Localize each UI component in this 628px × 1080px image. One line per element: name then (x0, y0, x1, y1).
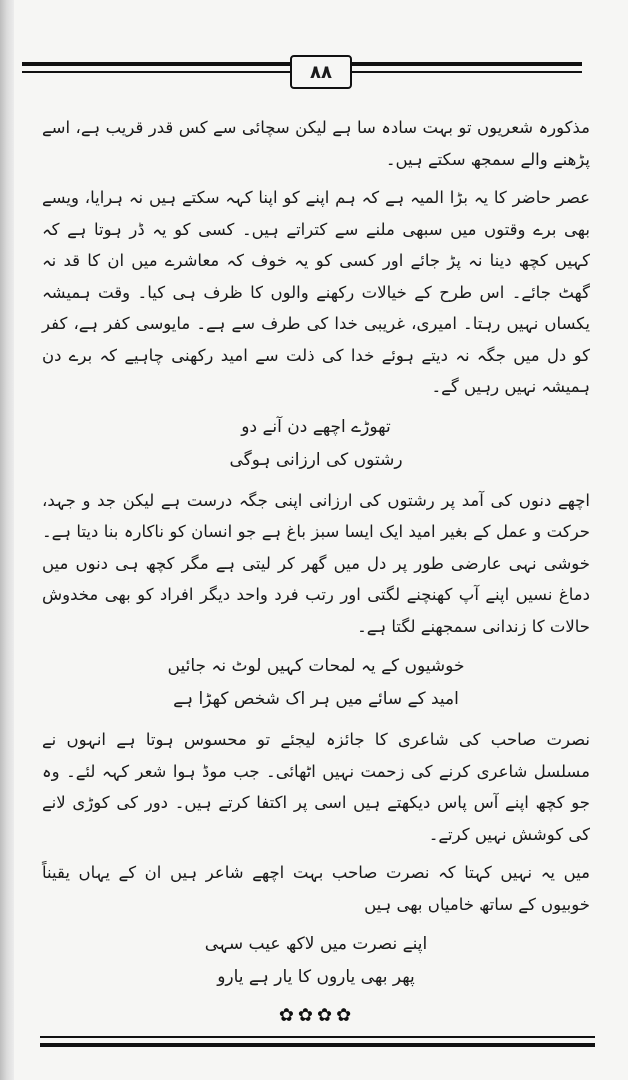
book-binding-shadow (0, 0, 14, 1080)
verse-line: خوشیوں کے یہ لمحات کہیں لوٹ نہ جائیں (167, 656, 465, 676)
paragraph: مذکورہ شعریوں تو بہت سادہ سا ہے لیکن سچائی سے کس قدر قریب ہے، اسے پڑھنے والے سمجھ سکتے ہیں۔ (42, 118, 590, 169)
footer-rule-top (40, 1036, 595, 1038)
verse-line: پھر بھی یاروں کا یار ہے یارو (217, 967, 415, 987)
book-page (22, 0, 612, 1080)
verse-line: اپنے نصرت میں لاکھ عیب سہی (204, 934, 428, 954)
verse-couplet (42, 411, 590, 477)
paragraph: اچھے دنوں کی آمد پر رشتوں کی ارزانی اپنی جگہ درست ہے لیکن جد و جہد، حرکت و عمل کے بغیر امید ایک ایسا سبز باغ ہے جو انسان کو ناکارہ بنا دیتا ہے۔ خوشی نہی عارضی طور پر دل میں گھر کر لیتی ہے مگر کچھ ہی دنوں میں دماغ نسیں اپنے آپ کھنچنے لگتی اور رتب فرد واحد دیگر افراد کو بھی مخدوش حالات کا زندانی سمجھنے لگتا ہے۔ (42, 490, 590, 636)
verse-line: تھوڑے اچھے دن آنے دو (241, 416, 391, 437)
page-number: ۸۸ (290, 55, 352, 89)
verse-couplet (42, 928, 590, 994)
section-end-ornament: ✿✿✿✿ (278, 1005, 356, 1026)
paragraph: عصر حاضر کا یہ بڑا المیہ ہے کہ ہم اپنے کو اپنا کہہ سکتے ہیں نہ ہرایا، ویسے بھی برے وقتوں میں سبھی ملنے سے کتراتے ہیں۔ کسی کو یہ ڈر ہوتا ہے کہ کہیں کچھ دینا نہ پڑ جائے اور کسی کو یہ خوف کہ معاشرے میں ان کا قد نہ گھٹ جائے۔ اس طرح کے خیالات رکھنے والوں کا ظرف ہی کیا۔ وقت ہمیشہ یکساں نہیں رہتا۔ امیری، غریبی خدا کی طرف سے ہے۔ مایوسی کفر ہے، کفر کو دل میں جگہ نہ دیتے ہوئے خدا کی ذلت سے امید رکھنی چاہیے کہ برے دن ہمیشہ نہیں رہیں گے۔ (42, 188, 590, 396)
verse-line: رشتوں کی ارزانی ہوگی (229, 449, 403, 470)
page-body (42, 112, 590, 1002)
paragraph: میں یہ نہیں کہتا کہ نصرت صاحب بہت اچھے شاعر ہیں ان کے یہاں یقیناً خوبیوں کے ساتھ خامیاں بھی ہیں (42, 863, 590, 914)
paragraph: نصرت صاحب کی شاعری کا جائزہ لیجئے تو محسوس ہوتا ہے انہوں نے مسلسل شاعری کرنے کی زحمت نہیں اٹھائی۔ جب موڈ ہوا شعر کہہ لئے۔ وہ جو کچھ اپنے آس پاس دیکھتے ہیں اسی پر اکتفا کرتے ہیں۔ دور کی کوڑی لانے کی کوشش نہیں کرتے۔ (42, 730, 590, 844)
verse-line: امید کے سائے میں ہر اک شخص کھڑا ہے (173, 689, 459, 709)
verse-couplet (42, 650, 590, 716)
footer-rule-bottom (40, 1043, 595, 1047)
